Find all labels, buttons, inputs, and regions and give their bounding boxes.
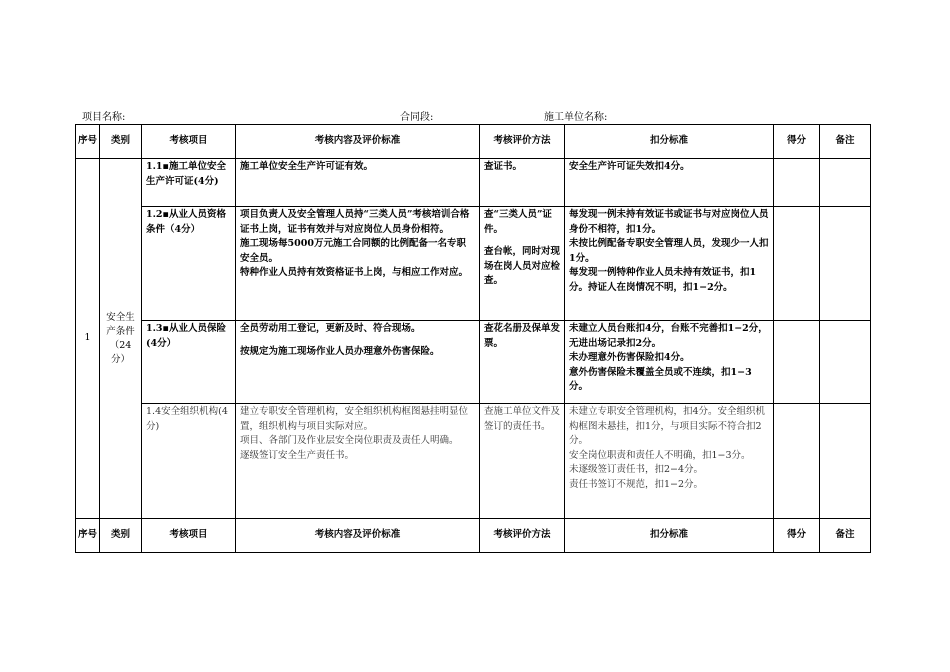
item-cell: 1.3▪从业人员保险(4分） bbox=[142, 321, 236, 404]
construction-unit-label: 施工单位名称: bbox=[544, 112, 608, 123]
method-cell: 查施工单位文件及签订的责任书。 bbox=[480, 404, 565, 519]
item-cell: 1.4安全组织机构(4分) bbox=[142, 404, 236, 519]
contract-section-label: 合同段: bbox=[400, 112, 434, 123]
table-header-row bbox=[76, 125, 871, 159]
content-cell: 施工单位安全生产许可证有效。 bbox=[236, 159, 480, 207]
col-category-header: 类别 bbox=[100, 125, 142, 159]
col-score-header: 得分 bbox=[774, 125, 820, 159]
col-method-header: 考核评价方法 bbox=[480, 125, 565, 159]
deduction-cell: 未建立人员台账扣4分，台账不完善扣1−2分，无进出场记录扣2分。 未办理意外伤害保险扣4分。 意外伤害保险未覆盖全员或不连续，扣1−3分。 bbox=[565, 321, 774, 404]
col-category-header: 类别 bbox=[100, 519, 142, 553]
deduction-cell: 未建立专职安全管理机构，扣4分。安全组织机构框图未悬挂，扣1分，与项目实际不符合扣2分。 安全岗位职责和责任人不明确，扣1−3分。 未逐级签订责任书，扣2−4分。 责任书签订不规范，扣1−2分。 bbox=[565, 404, 774, 519]
content-cell: 建立专职安全管理机构，安全组织机构框图悬挂明显位置，组织机构与项目实际对应。 项目、各部门及作业层安全岗位职责及责任人明确。 逐级签订安全生产责任书。 bbox=[236, 404, 480, 519]
col-deduction-header: 扣分标准 bbox=[565, 519, 774, 553]
col-item-header: 考核项目 bbox=[142, 519, 236, 553]
project-name-label: 项目名称: bbox=[82, 112, 126, 123]
table-row bbox=[76, 207, 871, 321]
group-category-cell: 安全生产条件（24分） bbox=[100, 159, 142, 519]
col-remark-header: 备注 bbox=[820, 519, 871, 553]
item-cell: 1.1▪施工单位安全生产许可证(4分) bbox=[142, 159, 236, 207]
table-header-row-repeat bbox=[76, 519, 871, 553]
col-content-header: 考核内容及评价标准 bbox=[236, 519, 480, 553]
remark-cell[interactable] bbox=[820, 404, 871, 519]
remark-cell[interactable] bbox=[820, 159, 871, 207]
item-cell: 1.2▪从业人员资格条件（4分） bbox=[142, 207, 236, 321]
deduction-cell: 安全生产许可证失效扣4分。 bbox=[565, 159, 774, 207]
score-cell[interactable] bbox=[774, 159, 820, 207]
col-remark-header: 备注 bbox=[820, 125, 871, 159]
method-cell: 查“三类人员”证件。 查台帐，同时对现场在岗人员对应检查。 bbox=[480, 207, 565, 321]
method-cell: 查花名册及保单发票。 bbox=[480, 321, 565, 404]
group-seq-cell: 1 bbox=[76, 159, 100, 519]
method-cell: 查证书。 bbox=[480, 159, 565, 207]
table-row bbox=[76, 159, 871, 207]
remark-cell[interactable] bbox=[820, 321, 871, 404]
form-header bbox=[82, 108, 872, 122]
remark-cell[interactable] bbox=[820, 207, 871, 321]
score-cell[interactable] bbox=[774, 404, 820, 519]
col-seq-header: 序号 bbox=[76, 519, 100, 553]
col-seq-header: 序号 bbox=[76, 125, 100, 159]
score-cell[interactable] bbox=[774, 321, 820, 404]
deduction-cell: 每发现一例未持有效证书或证书与对应岗位人员身份不相符，扣1分。 未按比例配备专职安全管理人员，发现少一人扣1分。 每发现一例特种作业人员未持有效证书，扣1分。持证人在岗情况不明，扣1−2分。 bbox=[565, 207, 774, 321]
content-cell: 全员劳动用工登记，更新及时、符合现场。 按规定为施工现场作业人员办理意外伤害保险。 bbox=[236, 321, 480, 404]
content-cell: 项目负责人及安全管理人员持“三类人员”考核培训合格证书上岗，证书有效并与对应岗位人员身份相符。 施工现场每5000万元施工合同额的比例配备一名专职安全员。 特种作业人员持有效资格证书上岗，与相应工作对应。 bbox=[236, 207, 480, 321]
col-score-header: 得分 bbox=[774, 519, 820, 553]
col-method-header: 考核评价方法 bbox=[480, 519, 565, 553]
table-row bbox=[76, 404, 871, 519]
col-deduction-header: 扣分标准 bbox=[565, 125, 774, 159]
assessment-table bbox=[75, 124, 871, 553]
col-content-header: 考核内容及评价标准 bbox=[236, 125, 480, 159]
table-row bbox=[76, 321, 871, 404]
col-item-header: 考核项目 bbox=[142, 125, 236, 159]
score-cell[interactable] bbox=[774, 207, 820, 321]
